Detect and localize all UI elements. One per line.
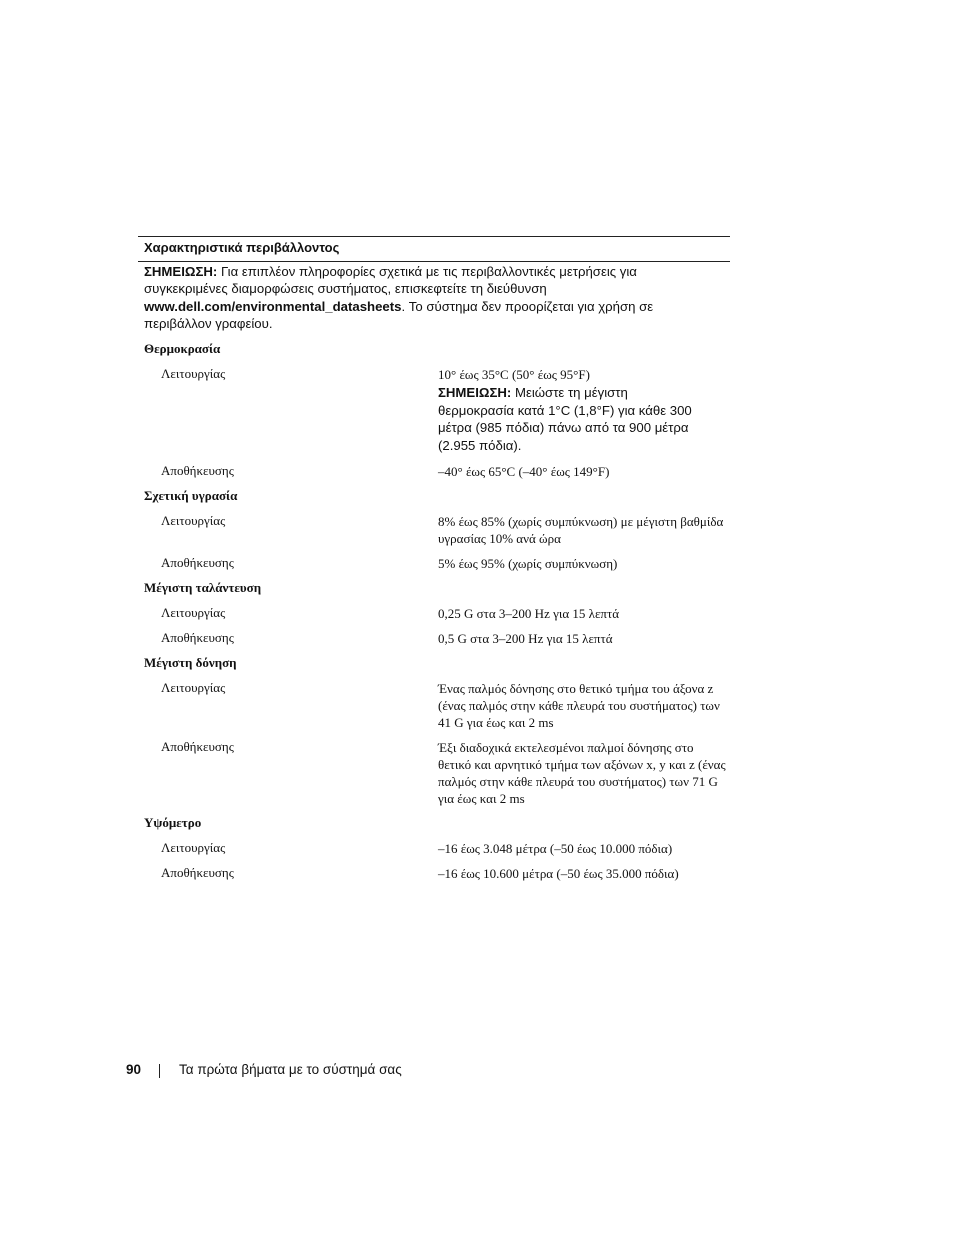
temperature-note-text: Μειώστε τη μέγιστη θερμοκρασία κατά 1°C (1,8°F) για κάθε 300 μέτρα (985 πόδια) πάνω από τα 900 μέτρα (2.955 πόδια). <box>438 385 692 453</box>
note-text-after-url: . Το σύστημα δεν προορίζεται για χρήση σε περιβάλλον γραφείου. <box>144 298 654 332</box>
table-top-rule <box>138 236 730 237</box>
altitude-storage-label: Αποθήκευσης <box>161 865 234 880</box>
temperature-operating-label: Λειτουργίας <box>161 366 226 381</box>
humidity-storage-label: Αποθήκευσης <box>161 555 234 570</box>
humidity-operating-label: Λειτουργίας <box>161 513 226 528</box>
shock-operating-label: Λειτουργίας <box>161 680 226 695</box>
humidity-storage-value: 5% έως 95% (χωρίς συμπύκνωση) <box>438 556 618 571</box>
section-vibration-title: Μέγιστη ταλάντευση <box>144 580 262 595</box>
shock-storage-label: Αποθήκευσης <box>161 739 234 754</box>
vibration-storage-label: Αποθήκευσης <box>161 630 234 645</box>
datasheet-url: www.dell.com/environmental_datasheets <box>144 298 402 314</box>
altitude-storage-value: –16 έως 10.600 μέτρα (–50 έως 35.000 πόδια) <box>438 866 679 881</box>
table-header-rule <box>138 261 730 262</box>
altitude-operating-label: Λειτουργίας <box>161 840 226 855</box>
note-text-before-url: Για επιπλέον πληροφορίες σχετικά με τις περιβαλλοντικές μετρήσεις για συγκεκριμένες διαμορφώσεις συστήματος, επισκεφτείτε τη διεύθυνση <box>144 264 637 297</box>
altitude-operating-value: –16 έως 3.048 μέτρα (–50 έως 10.000 πόδια) <box>438 841 673 856</box>
temperature-storage-value: –40° έως 65°C (–40° έως 149°F) <box>438 464 610 479</box>
page-number: 90 <box>126 1062 142 1077</box>
section-humidity-title: Σχετική υγρασία <box>144 488 238 503</box>
vibration-operating-value: 0,25 G στα 3–200 Hz για 15 λεπτά <box>438 606 620 621</box>
shock-operating-value: Ένας παλμός δόνησης στο θετικό τμήμα του άξονα z (ένας παλμός στην κάθε πλευρά του συστήματος) των 41 G για έως και 2 ms <box>438 681 720 730</box>
vibration-operating-label: Λειτουργίας <box>161 605 226 620</box>
temperature-note-label: ΣΗΜΕΙΩΣΗ: <box>438 385 512 400</box>
section-temperature-title: Θερμοκρασία <box>144 341 221 356</box>
humidity-operating-value: 8% έως 85% (χωρίς συμπύκνωση) με μέγιστη βαθμίδα υγρασίας 10% ανά ώρα <box>438 514 724 546</box>
temperature-operating-note <box>438 384 698 454</box>
vibration-storage-value: 0,5 G στα 3–200 Hz για 15 λεπτά <box>438 631 613 646</box>
section-shock-title: Μέγιστη δόνηση <box>144 655 237 670</box>
note-label: ΣΗΜΕΙΩΣΗ: <box>144 264 218 279</box>
temperature-operating-value: 10° έως 35°C (50° έως 95°F) <box>438 367 590 382</box>
temperature-storage-label: Αποθήκευσης <box>161 463 234 478</box>
table-header: Χαρακτηριστικά περιβάλλοντος <box>144 240 340 255</box>
section-altitude-title: Υψόμετρο <box>144 815 202 830</box>
footer-separator <box>159 1064 160 1078</box>
environment-note <box>144 263 684 333</box>
footer-title: Τα πρώτα βήματα με το σύστημά σας <box>179 1062 402 1077</box>
shock-storage-value: Έξι διαδοχικά εκτελεσμένοι παλμοί δόνησης στο θετικό και αρνητικό τμήμα των αξόνων x, y και z (ένας παλμός στην κάθε πλευρά του συστήματος) των 71 G για έως και 2 ms <box>438 740 726 806</box>
